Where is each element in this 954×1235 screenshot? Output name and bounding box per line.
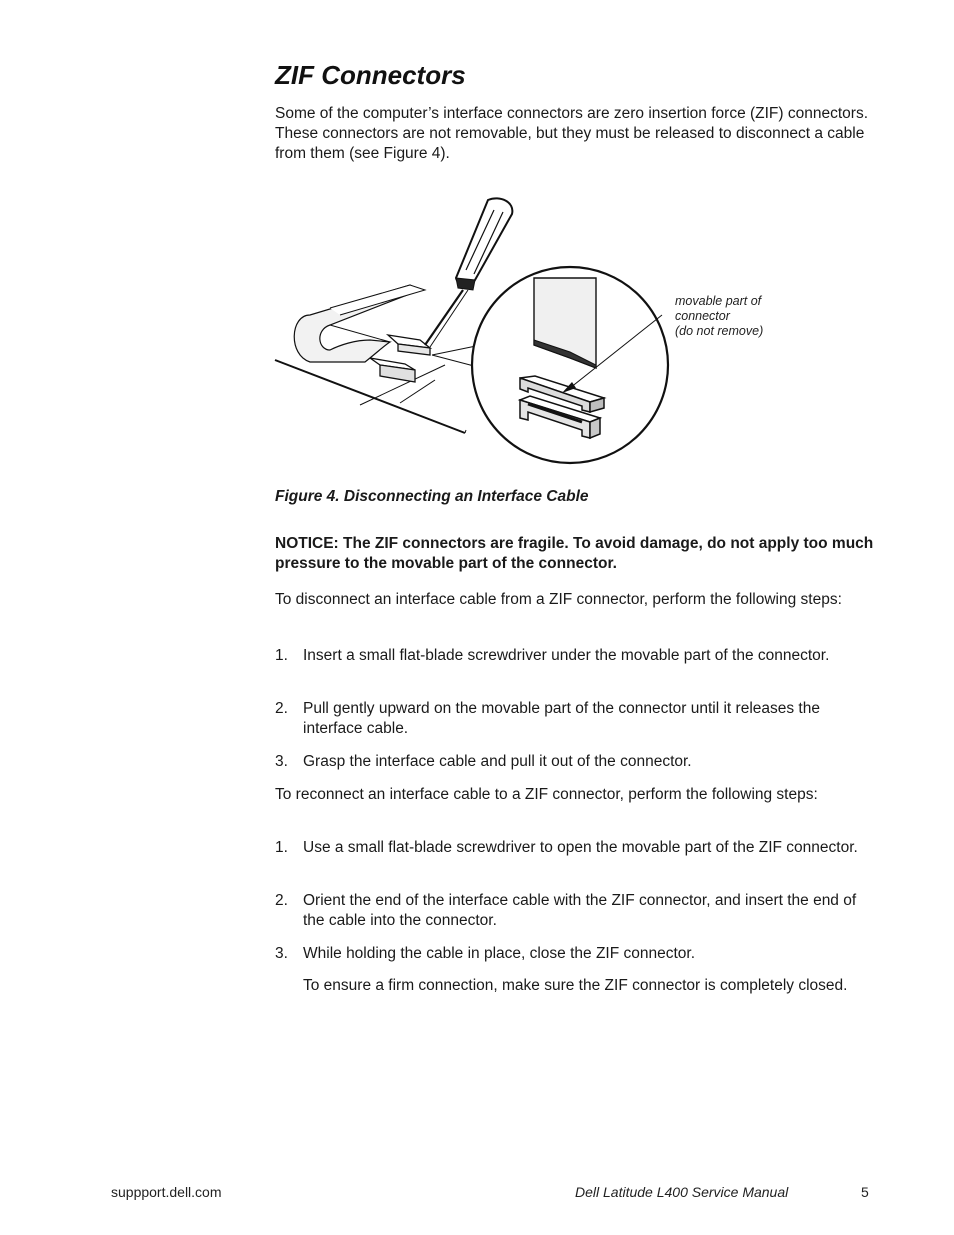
step-text: While holding the cable in place, close the ZIF connector.: [303, 945, 696, 962]
small-connector-base: [370, 358, 415, 382]
page-title: ZIF Connectors: [275, 60, 466, 90]
figure-caption: Figure 4. Disconnecting an Interface Cable: [275, 488, 589, 505]
reconnect-intro: To reconnect an interface cable to a ZIF connector, perform the following steps:: [275, 786, 818, 803]
step-number: 3.: [275, 753, 288, 770]
step-text: Grasp the interface cable and pull it out of the connector.: [303, 753, 692, 770]
step-text: Insert a small flat-blade screwdriver under the movable part of the connector.: [303, 647, 830, 664]
step-number: 1.: [275, 839, 288, 856]
step-number: 3.: [275, 945, 288, 962]
small-connector-open: [388, 335, 430, 355]
notice-text: NOTICE: The ZIF connectors are fragile. To avoid damage, do not apply too much pressure to the movable part of the connector.: [275, 535, 874, 572]
step-number: 2.: [275, 892, 288, 909]
step-text: Orient the end of the interface cable with the ZIF connector, and insert the end of the cable into the connector.: [303, 892, 857, 929]
footer-page-number: 5: [861, 1184, 869, 1200]
step-text: Use a small flat-blade screwdriver to open the movable part of the ZIF connector.: [303, 839, 858, 856]
footer-url: suppport.dell.com: [111, 1184, 222, 1200]
magnify-line: [432, 346, 476, 355]
step-text: Pull gently upward on the movable part of the connector until it releases the interface cable.: [303, 700, 820, 737]
disconnect-intro: To disconnect an interface cable from a ZIF connector, perform the following steps:: [275, 591, 842, 608]
intro-paragraph: Some of the computer’s interface connectors are zero insertion force (ZIF) connectors. These connectors are not removable, but they must be released to disconnect a cable from them (see Figure 4).: [275, 105, 868, 162]
step-number: 2.: [275, 700, 288, 717]
board-edge: [275, 360, 465, 433]
step-number: 1.: [275, 647, 288, 664]
figure-callout: movable part of connector (do not remove): [675, 294, 764, 338]
note-text: To ensure a firm connection, make sure the ZIF connector is completely closed.: [303, 977, 848, 994]
footer-manual-title: Dell Latitude L400 Service Manual: [575, 1184, 789, 1200]
